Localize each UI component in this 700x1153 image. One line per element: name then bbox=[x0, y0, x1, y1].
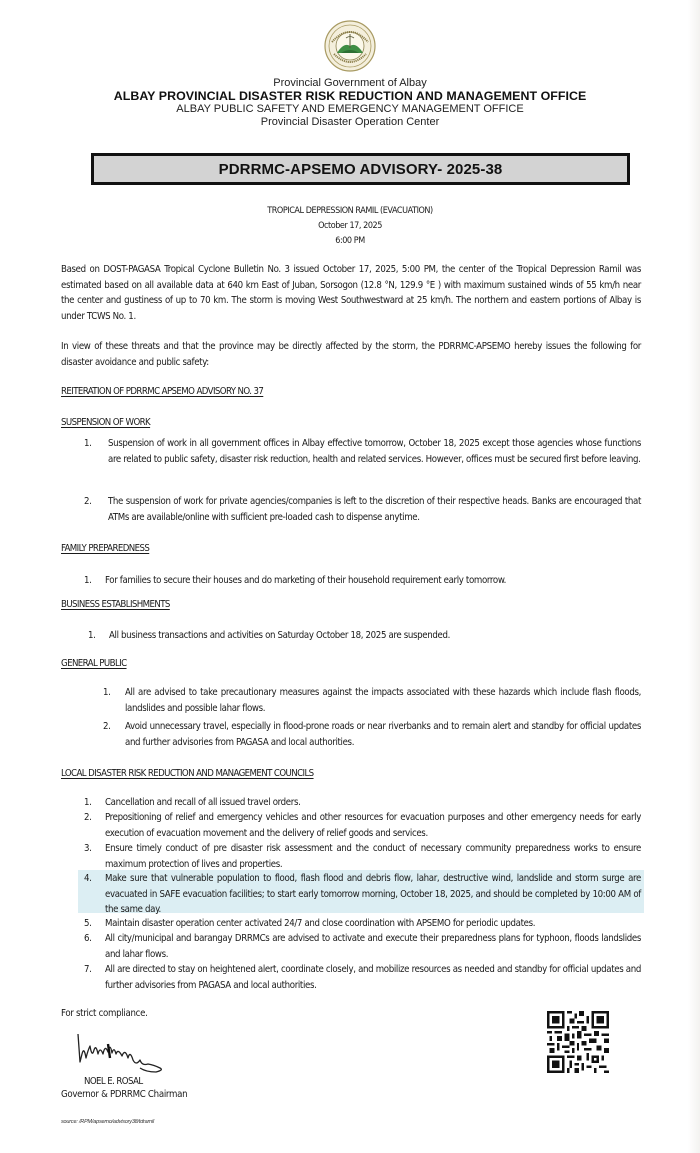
list-item-highlighted: 4. Make sure that vulnerable population to flood, flash flood and debris flow, lahar, destructive wind, landslide and storm surge are evacuated in SAFE evacuation facilities; to start early tomorrow morning, October 18, 2025, and should be completed by 10:00 AM of the same day. bbox=[84, 873, 641, 916]
office-name: ALBAY PROVINCIAL DISASTER RISK REDUCTION AND MANAGEMENT OFFICE bbox=[113, 89, 587, 103]
general-public-heading: GENERAL PUBLIC bbox=[61, 658, 127, 669]
sub-office-name: ALBAY PUBLIC SAFETY AND EMERGENCY MANAGEMENT OFFICE bbox=[176, 103, 524, 115]
list-item: 6. All city/municipal and barangay DRRMCs are advised to activate and execute their preparedness plans for typhoon, floods landslides and lahar flows. bbox=[84, 933, 641, 960]
list-item: 1. Cancellation and recall of all issued travel orders. bbox=[84, 797, 301, 808]
list-item: 7. All are directed to stay on heightened alert, coordinate closely, and mobilize resources as needed and standby for official updates and further advisories from PAGASA and local authorities. bbox=[84, 964, 641, 991]
list-item: 5. Maintain disaster operation center activated 24/7 and close coordination with APSEMO for periodic updates. bbox=[84, 918, 536, 929]
list-item: 2. Avoid unnecessary travel, especially in flood-prone roads or near riverbanks and to remain alert and standby for official updates and further advisories from PAGASA and local authorities. bbox=[103, 721, 641, 748]
advisory-date: October 17, 2025 bbox=[318, 221, 382, 231]
list-item: 1. Suspension of work in all government offices in Albay effective tomorrow, October 18, 2025 except those agencies whose functions are related to public safety, disaster risk reduction, health and related services. However, offices must be secured first before leaving. bbox=[84, 438, 641, 465]
source-path: source: /RPM/apsemo/advisory38/tdramil bbox=[61, 1119, 154, 1125]
government-name: Provincial Government of Albay bbox=[273, 77, 427, 89]
list-item: 1. All business transactions and activities on Saturday October 18, 2025 are suspended. bbox=[88, 630, 450, 641]
advisory-title-box bbox=[91, 153, 630, 185]
page-edge bbox=[688, 0, 700, 1153]
closing-text: For strict compliance. bbox=[61, 1008, 148, 1019]
list-item: 2. Prepositioning of relief and emergency vehicles and other resources for evacuation purposes and other emergency needs for early execution of evacuation movement and the delivery of relief goods and services. bbox=[84, 812, 641, 839]
list-item: 3. Ensure timely conduct of pre disaster risk assessment and the conduct of necessary community preparedness works to ensure maximum protection of lives and properties. bbox=[84, 843, 641, 870]
suspension-of-work-heading: SUSPENSION OF WORK bbox=[61, 417, 151, 428]
signature-icon bbox=[70, 1032, 190, 1078]
family-preparedness-heading: FAMILY PREPAREDNESS bbox=[61, 543, 150, 554]
business-establishments-heading: BUSINESS ESTABLISHMENTS bbox=[61, 599, 170, 610]
advisory-title: PDRRMC-APSEMO ADVISORY- 2025-38 bbox=[218, 160, 503, 178]
advisory-time: 6:00 PM bbox=[335, 236, 365, 246]
threat-paragraph: In view of these threats and that the province may be directly affected by the storm, the PDRRMC-APSEMO hereby issues the following for disaster avoidance and public safety: bbox=[61, 341, 641, 368]
ldrrmc-heading: LOCAL DISASTER RISK REDUCTION AND MANAGEMENT COUNCILS bbox=[61, 768, 314, 779]
signatory-title: Governor & PDRRMC Chairman bbox=[61, 1089, 188, 1100]
provincial-seal-icon bbox=[324, 20, 376, 72]
operation-center-name: Provincial Disaster Operation Center bbox=[260, 116, 440, 128]
list-item: 2. The suspension of work for private agencies/companies is left to the discretion of their respective heads. Banks are encouraged that ATMs are available/online with sufficient pre-loaded cash to dispense anytime. bbox=[84, 496, 641, 523]
list-item: 1. All are advised to take precautionary measures against the impacts associated with these hazards which include flash floods, landslides and possible lahar flows. bbox=[103, 687, 641, 714]
advisory-subject: TROPICAL DEPRESSION RAMIL (EVACUATION) bbox=[267, 206, 433, 216]
reiteration-heading: REITERATION OF PDRRMC APSEMO ADVISORY NO. 37 bbox=[61, 386, 264, 397]
bulletin-paragraph: Based on DOST-PAGASA Tropical Cyclone Bulletin No. 3 issued October 17, 2025, 5:00 PM, the center of the Tropical Depression Ramil was estimated based on all available data at 640 km East of Juban, Sorsogon (12.8 °N, 129.9 °E ) with maximum sustained winds of 55 km/h near the center and gustiness of up to 70 km. The storm is moving West Southwestward at 25 km/h. The northern and eastern portions of Albay is under TCWS No. 1. bbox=[61, 264, 641, 322]
qr-code-icon[interactable] bbox=[546, 1011, 610, 1073]
list-item: 1. For families to secure their houses and do marketing of their household requirement early tomorrow. bbox=[84, 575, 507, 586]
signatory-name: NOEL E. ROSAL bbox=[84, 1076, 143, 1087]
